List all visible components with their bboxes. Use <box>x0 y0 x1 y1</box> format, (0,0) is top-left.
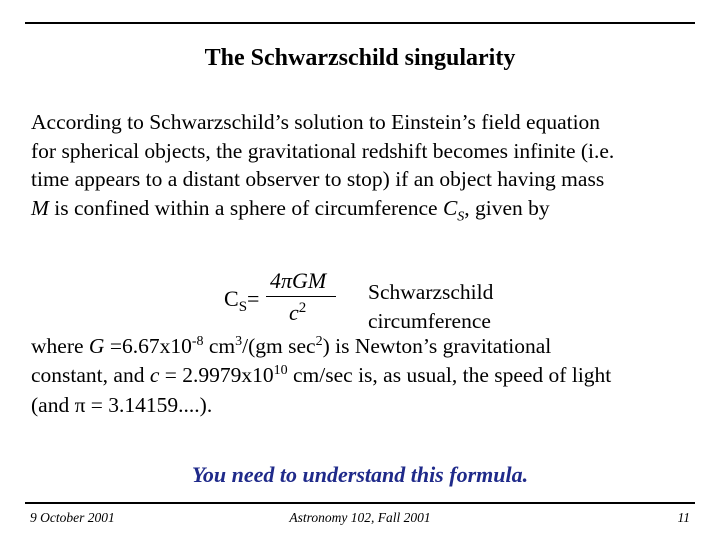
formula-numerator-text: 4πGM <box>270 268 327 293</box>
formula-equals: = <box>247 286 260 311</box>
callout-text: You need to understand this formula. <box>191 462 529 487</box>
g-variable: G <box>88 334 105 358</box>
where-l2a: constant, and <box>31 363 150 388</box>
formula-lhs <box>224 286 259 316</box>
footer-page-number: 11 <box>677 510 690 525</box>
formula-label <box>368 278 493 336</box>
formula-denominator-exp: 2 <box>298 300 307 316</box>
formula-lhs-var: C <box>224 286 239 311</box>
where-w4: /(gm sec <box>242 334 316 358</box>
formula-label-line-1: Schwarzschild <box>368 280 494 304</box>
intro-line-3: time appears to a distant observer to stop) if an object having mass <box>31 167 605 192</box>
where-l2b: = 2.9979x10 <box>159 363 274 388</box>
where-line-2 <box>31 361 701 390</box>
intro-line-1: According to Schwarzschild’s solution to Einstein’s field equation <box>31 110 601 134</box>
intro-line-4-end: , given by <box>464 196 550 221</box>
formula-numerator <box>270 268 326 294</box>
slide-title: The Schwarzschild singularity <box>204 45 516 71</box>
where-line-3: (and π = 3.14159....). <box>31 392 213 417</box>
intro-line-2: for spherical objects, the gravitational redshift becomes infinite (i.e. <box>31 138 615 163</box>
bottom-rule <box>25 502 695 504</box>
schwarzschild-formula <box>224 268 364 338</box>
intro-paragraph <box>31 108 701 232</box>
mass-variable: M <box>31 196 49 221</box>
where-line-1 <box>31 332 701 361</box>
formula-denominator-var: c <box>289 300 299 325</box>
where-w3-exp: 3 <box>235 334 243 349</box>
where-l2c: cm/sec is, as usual, the speed of light <box>287 363 612 388</box>
fraction-bar <box>266 296 336 297</box>
c-variable: c <box>149 363 160 388</box>
where-w4-exp: 2 <box>315 334 323 349</box>
formula-label-line-2: circumference <box>368 309 491 333</box>
where-w5: ) is Newton’s gravitational <box>322 334 552 358</box>
where-w2-exp: -8 <box>191 334 204 349</box>
footer-date: 9 October 2001 <box>30 510 115 525</box>
where-w1: where <box>31 334 89 358</box>
where-w2: =6.67x10 <box>104 334 192 358</box>
circumference-variable: C <box>442 196 458 221</box>
where-paragraph <box>31 332 701 420</box>
formula-denominator <box>289 300 306 326</box>
top-rule <box>25 22 695 24</box>
intro-line-4 <box>31 194 701 232</box>
footer-course: Astronomy 102, Fall 2001 <box>289 510 431 525</box>
formula-lhs-sub: S <box>238 299 248 315</box>
where-w3: cm <box>203 334 236 358</box>
where-l2-exp: 10 <box>273 363 288 379</box>
circumference-subscript: S <box>457 209 465 225</box>
intro-line-4-mid: is confined within a sphere of circumference <box>48 196 443 221</box>
